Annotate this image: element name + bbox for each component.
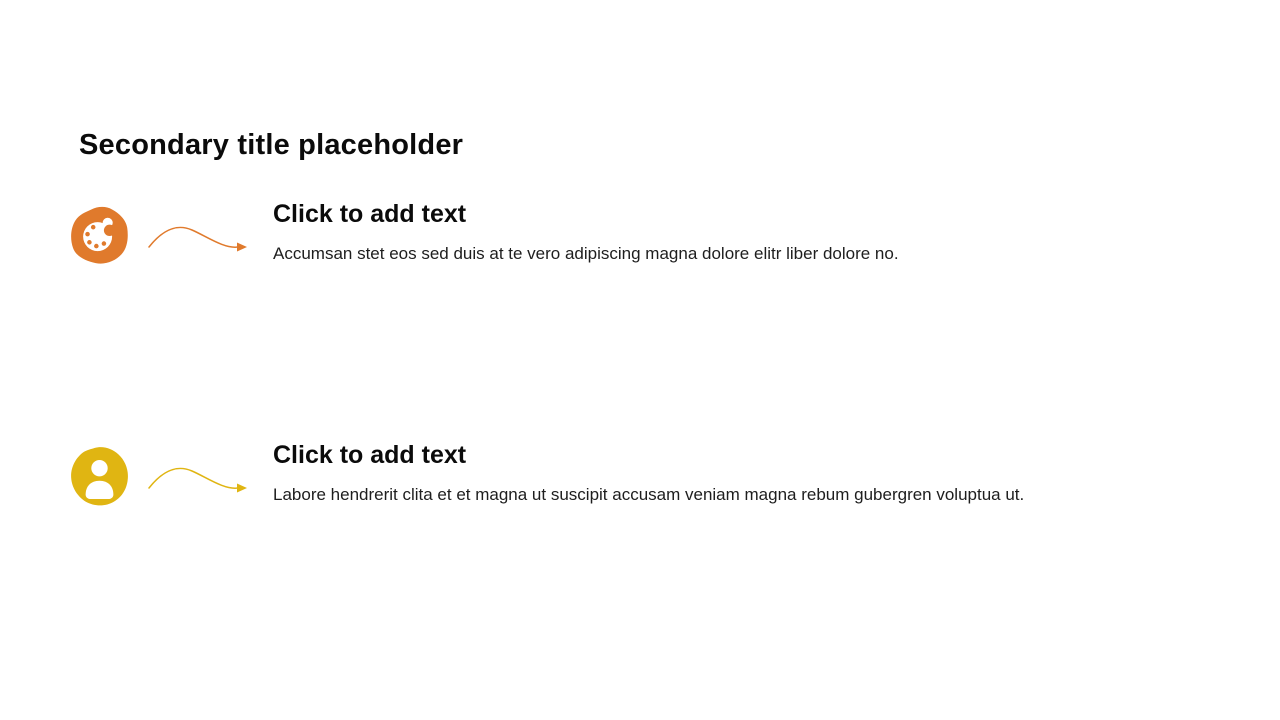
curved-arrow-icon xyxy=(148,461,250,495)
person-blob-graphic xyxy=(68,444,131,510)
palette-icon[interactable] xyxy=(68,203,131,269)
paint-well xyxy=(91,225,96,230)
curved-arrow-icon xyxy=(148,220,250,254)
item-text-block xyxy=(273,440,1193,506)
slide-title[interactable]: Secondary title placeholder xyxy=(79,129,464,161)
person-icon[interactable] xyxy=(68,444,131,510)
palette-notch xyxy=(104,225,115,236)
person-head xyxy=(91,460,107,476)
list-item-design xyxy=(68,200,1218,323)
paint-well xyxy=(94,244,99,249)
item-body[interactable]: Accumsan stet eos sed duis at te vero adipiscing magna dolore elitr liber dolore no. xyxy=(273,243,899,263)
item-text-block xyxy=(273,199,1193,265)
palette-blob-graphic xyxy=(68,203,131,269)
arrow-curve xyxy=(149,227,238,247)
list-item-people xyxy=(68,441,1218,564)
arrow-head xyxy=(237,484,247,493)
paint-well xyxy=(85,232,90,237)
arrow-curve xyxy=(149,468,238,488)
item-heading[interactable]: Click to add text xyxy=(273,441,467,469)
paint-well xyxy=(102,241,107,246)
arrow-head xyxy=(237,243,247,252)
item-heading[interactable]: Click to add text xyxy=(273,200,467,228)
item-body[interactable]: Labore hendrerit clita et et magna ut suscipit accusam veniam magna rebum gubergren voluptua ut. xyxy=(273,484,1025,504)
paint-well xyxy=(87,240,92,245)
